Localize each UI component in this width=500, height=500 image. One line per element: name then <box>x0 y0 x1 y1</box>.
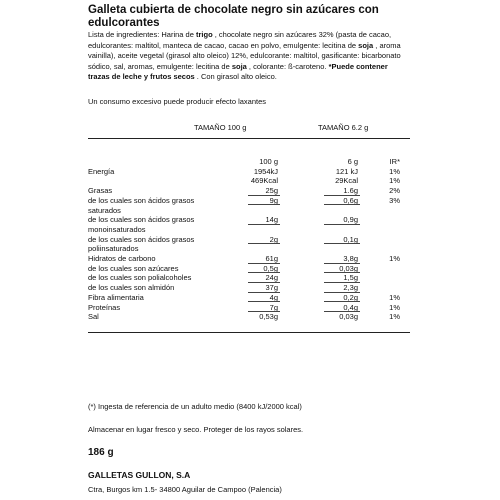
nutrient-label: Hidratos de carbono <box>88 254 156 263</box>
reference-intake: 3% <box>389 195 400 205</box>
value-per-serving: 1,5g <box>343 273 358 283</box>
column-header-serving: TAMAÑO 6.2 g <box>318 123 369 132</box>
ingredient-allergen: soja <box>231 61 247 71</box>
ingredient-text: Lista de ingredientes: Harina de <box>88 30 196 39</box>
manufacturer-address: Ctra, Burgos km 1.5- 34800 Aguilar de Campoo (Palencia) <box>88 485 282 494</box>
value-per-serving: 0,4g <box>343 302 358 312</box>
reference-intake-note: (*) Ingesta de referencia de un adulto medio (8400 kJ/2000 kcal) <box>88 402 302 411</box>
column-header-100g: TAMAÑO 100 g <box>194 123 247 132</box>
reference-intake: 1% <box>389 166 400 176</box>
reference-intake: 1% <box>389 176 400 186</box>
manufacturer-name: GALLETAS GULLON, S.A <box>88 470 191 480</box>
nutrient-label: saturados <box>88 205 121 215</box>
table-row <box>88 244 410 254</box>
nutrient-label: de los cuales son polialcoholes <box>88 273 192 283</box>
value-per-100g: 1954kJ <box>253 166 278 176</box>
nutrient-label: de los cuales son almidón <box>88 283 175 293</box>
value-per-serving: 0,03g <box>339 312 358 322</box>
value-per-100g: 37g <box>265 283 278 293</box>
ingredient-allergen: *Puede contener trazas de leche y frutos secos <box>88 61 388 81</box>
reference-intake: 1% <box>389 312 400 322</box>
value-per-serving: 6 g <box>347 157 358 166</box>
nutrient-label: de los cuales son azúcares <box>88 263 179 273</box>
value-per-100g: 4g <box>269 292 278 302</box>
nutrient-label: Fibra alimentaria <box>88 292 144 302</box>
nutrient-label: de los cuales son ácidos grasos <box>88 195 195 205</box>
value-per-100g: 2g <box>269 234 278 244</box>
reference-intake: 1% <box>389 302 400 312</box>
table-row <box>88 206 410 216</box>
value-per-100g: 0,5g <box>263 263 278 273</box>
net-weight: 186 g <box>88 447 114 458</box>
table-row <box>88 312 410 322</box>
value-per-100g: 7g <box>269 302 278 312</box>
laxative-note: Un consumo excesivo puede producir efecto laxantes <box>88 97 267 106</box>
value-per-100g: 100 g <box>259 157 278 166</box>
value-per-100g: 14g <box>265 215 278 225</box>
value-per-serving: 0,1g <box>343 234 358 244</box>
table-bottom-rule <box>88 332 410 333</box>
value-per-serving: 0,6g <box>343 195 358 205</box>
ingredients-list <box>88 30 410 83</box>
ingredient-text: , colorante: ß-caroteno. <box>246 61 329 71</box>
value-per-100g: 24g <box>265 273 278 283</box>
nutrient-label: de los cuales son ácidos grasos <box>88 215 195 225</box>
value-per-100g: 61g <box>265 254 278 263</box>
reference-intake: 1% <box>389 254 400 263</box>
value-per-serving: 0,9g <box>343 215 358 225</box>
nutrient-label: de los cuales son ácidos grasos <box>88 234 195 244</box>
value-per-100g: 9g <box>269 195 278 205</box>
value-per-serving: 2,3g <box>343 283 358 293</box>
nutrient-label: Proteínas <box>88 302 121 312</box>
value-per-serving: 3,8g <box>343 254 358 263</box>
table-row <box>88 157 410 167</box>
table-row <box>88 176 410 186</box>
product-title: Galleta cubierta de chocolate negro sin azúcares con edulcorantes <box>88 4 379 29</box>
reference-intake: 2% <box>389 186 400 196</box>
value-per-100g: 25g <box>265 186 278 196</box>
table-row <box>88 225 410 235</box>
value-per-100g: 469Kcal <box>250 176 278 186</box>
value-per-serving: 29Kcal <box>335 176 358 186</box>
nutrient-label: Sal <box>88 312 99 322</box>
value-per-serving: 0,2g <box>343 292 358 302</box>
reference-intake: 1% <box>389 292 400 302</box>
value-per-serving: 121 kJ <box>335 166 358 176</box>
nutrient-label: poliinsaturados <box>88 244 139 254</box>
ingredient-text: . Con girasol alto oleico. <box>194 72 277 81</box>
ingredient-allergen: soja <box>358 40 374 50</box>
storage-instructions: Almacenar en lugar fresco y seco. Proteger de los rayos solares. <box>88 425 304 434</box>
value-per-100g: 0,53g <box>259 312 278 322</box>
table-row <box>88 167 410 177</box>
ingredient-text: , chocolate negro sin azúcares 32% (pasta de cacao, edulcorantes: maltitol, manteca de cacao, cacao en polvo, emulgente: lecitina de <box>88 30 392 50</box>
nutrient-label: monoinsaturados <box>88 224 146 234</box>
table-top-rule <box>88 138 410 139</box>
reference-intake: IR* <box>389 157 400 166</box>
ingredient-allergen: trigo <box>196 30 213 39</box>
nutrient-label: Grasas <box>88 186 113 196</box>
value-per-serving: 0,03g <box>339 263 358 273</box>
nutrient-label: Energía <box>88 166 115 176</box>
value-per-serving: 1.6g <box>343 186 358 196</box>
ingredient-text: , aroma vainilla), aceite vegetal (girasol alto oleico) 12%, edulcorante: maltitol, gasificante: bicarbonato sódico, sal, aromas, emulgente: lecitina de <box>88 40 401 71</box>
